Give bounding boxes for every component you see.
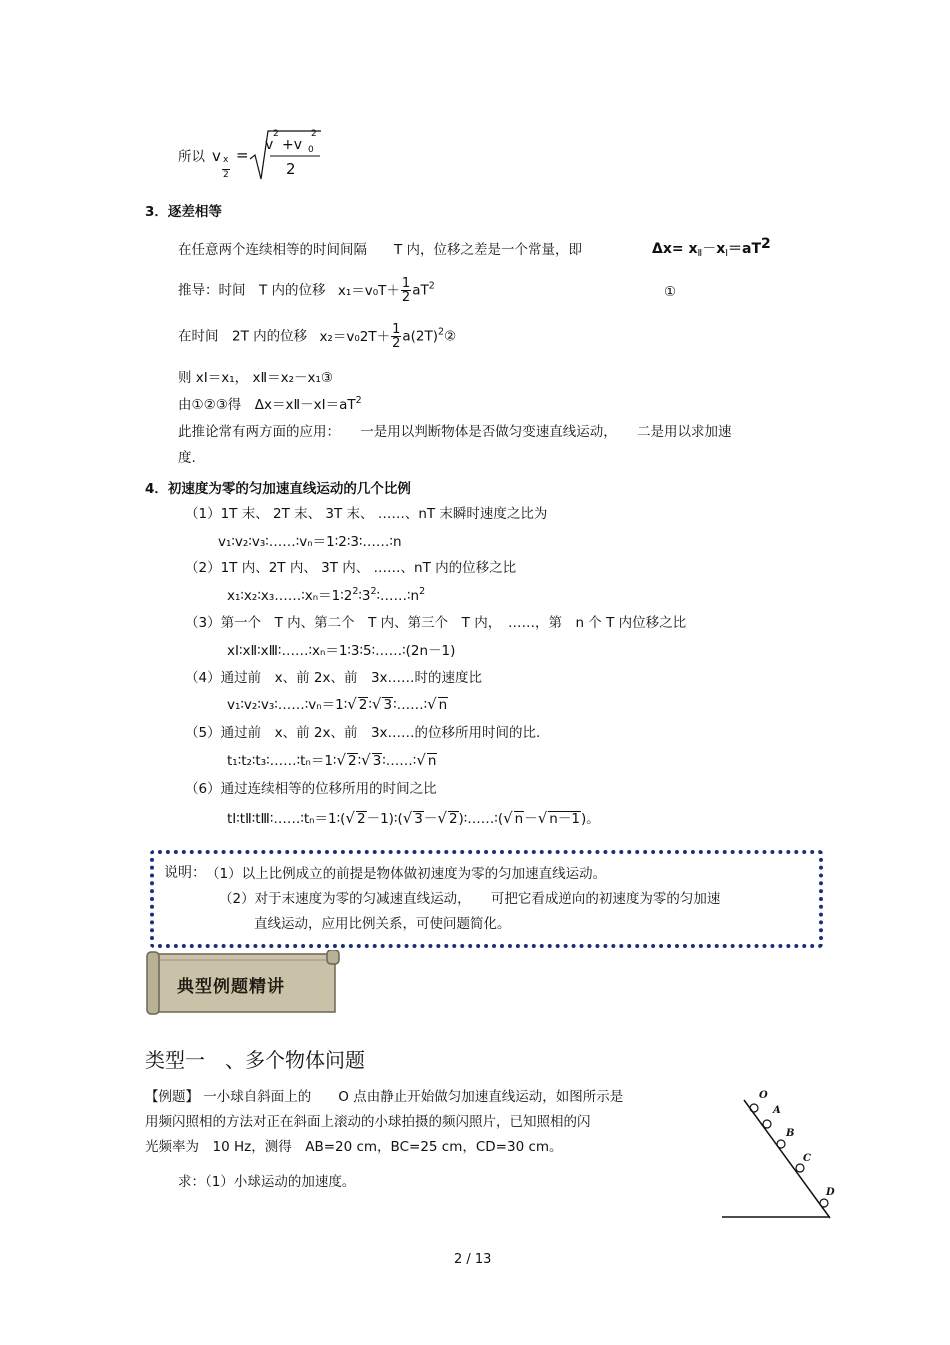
example-line3: 光频率为 10 Hz，测得 AB=20 cm，BC=25 cm，CD=30 cm。 — [145, 1139, 563, 1155]
section3-line5 — [178, 393, 362, 413]
f6-p5: )。 — [580, 811, 600, 827]
f5-r2: 3 — [372, 753, 382, 769]
note-line2: （2）对于末速度为零的匀减速直线运动， 可把它看成逆向的初速度为零的匀加速 — [219, 891, 721, 907]
banner-text: 典型例题精讲 — [177, 977, 285, 997]
f6-p1: －1)∶( — [366, 811, 403, 827]
f6-p2: － — [423, 811, 438, 827]
delta-x: Δx — [652, 241, 672, 257]
f2-e3: 2 — [419, 586, 426, 597]
f6-p3: )∶……∶( — [458, 811, 504, 827]
figure-label-b: B — [786, 1128, 795, 1139]
example-line2: 用频闪照相的方法对正在斜面上滚动的小球拍摄的频闪照片，已知照相的闪 — [145, 1114, 591, 1130]
section3-line7: 度. — [178, 450, 196, 466]
line2-label: 推导：时间 T 内的位移 — [178, 282, 326, 299]
note-line1: （1）以上比例成立的前提是物体做初速度为零的匀加速直线运动。 — [206, 866, 607, 882]
f2-e1: 2 — [352, 586, 359, 597]
example-question: 求：（1）小球运动的加速度。 — [178, 1174, 356, 1190]
ratio-item-1-formula: v₁∶v₂∶v₃∶……∶vₙ＝1∶2∶3∶……∶n — [218, 534, 402, 550]
f6-pre: tⅠ∶tⅡ∶tⅢ∶……∶tₙ＝1∶( — [227, 811, 346, 827]
eq: = — [671, 241, 684, 257]
figure-label-c: C — [803, 1153, 811, 1164]
f6-r1: 2 — [356, 811, 366, 827]
page-number: 2 / 13 — [454, 1252, 492, 1267]
f4-r3: n — [438, 697, 448, 713]
f4-mid: ∶……∶ — [393, 697, 428, 713]
f5-pre: t₁∶t₂∶t₃∶……∶tₙ＝1∶ — [227, 753, 337, 769]
f5-r1: 2 — [348, 753, 357, 769]
f4-pre: v₁∶v₂∶v₃∶……∶vₙ＝1∶ — [227, 697, 348, 713]
exp: 2 — [761, 236, 771, 252]
f5-r3: n — [427, 753, 437, 769]
ratio-item-2-formula — [227, 584, 425, 604]
ratio-item-6-formula: tⅠ∶tⅡ∶tⅢ∶……∶tₙ＝1∶(√ 2－1)∶(√ 3－√ 2)∶……∶(√ n－√ n－1)。 — [227, 809, 600, 827]
ratio-item-4-label: （4）通过前 x、前 2x、前 3x……时的速度比 — [185, 670, 483, 686]
note-line3: 直线运动，应用比例关系，可使问题简化。 — [254, 916, 511, 932]
formula-num-plus: +v — [282, 137, 303, 153]
line2-fraction — [401, 277, 411, 304]
frac-num: 1 — [401, 276, 411, 291]
section3-line2 — [178, 277, 435, 304]
f6-r3: 2 — [448, 811, 458, 827]
line3-x2: x₂＝v₀2T＋ — [319, 328, 391, 345]
sub-i: Ⅰ — [725, 248, 729, 259]
line5-exp: 2 — [355, 395, 362, 406]
line2-x1: x₁＝v₀T＋ — [337, 282, 400, 299]
ratio-item-5-label: （5）通过前 x、前 2x、前 3x……的位移所用时间的比. — [185, 725, 541, 741]
rhs: ＝aT — [728, 241, 762, 257]
ratio-item-2-label: （2）1T 内、2T 内、 3T 内、 ……、nT 内的位移之比 — [185, 560, 517, 576]
x2: x — [688, 241, 698, 257]
ratio-item-3-formula: xⅠ∶xⅡ∶xⅢ∶……∶xₙ＝1∶3∶5∶……∶(2n－1) — [227, 643, 456, 659]
formula-v: v — [212, 147, 221, 165]
f6-r5: n－1 — [549, 811, 580, 827]
f2-mid: ∶3 — [358, 588, 371, 604]
formula-num-0: 0 — [308, 145, 314, 155]
formula-sub-2: 2 — [223, 170, 229, 180]
f4-r2: 3 — [383, 697, 393, 713]
minus: － — [702, 241, 717, 257]
example-line1: 【例题】 一小球自斜面上的 O 点由静止开始做匀加速直线运动，如图所示是 — [145, 1089, 624, 1105]
ratio-item-6-label: （6）通过连续相等的位移所用的时间之比 — [185, 781, 437, 797]
section3-line1-formula — [652, 236, 771, 259]
f6-p4: － — [524, 811, 538, 827]
section3-line1 — [178, 238, 582, 258]
line3-label: 在时间 2T 内的位移 — [178, 328, 308, 345]
ratio-item-5-formula: t₁∶t₂∶t₃∶……∶tₙ＝1∶√ 2∶√ 3∶……∶√ n — [227, 751, 437, 769]
f5-mid: ∶……∶ — [382, 753, 417, 769]
f6-r2: 3 — [414, 811, 423, 827]
formula-num-exp2: 2 — [311, 129, 317, 139]
figure-label-a: A — [773, 1105, 781, 1116]
formula-num-exp: 2 — [273, 129, 279, 139]
section3-line1-text: 在任意两个连续相等的时间间隔 T 内，位移之差是一个常量，即 — [178, 242, 583, 258]
section3-line3 — [178, 323, 456, 350]
section3-line6: 此推论常有两方面的应用： 一是用以判断物体是否做匀变速直线运动， 二是用以求加速 — [178, 424, 732, 440]
line3-exp: 2 — [438, 326, 445, 338]
sub-ii: Ⅱ — [697, 248, 703, 259]
frac-den: 2 — [392, 336, 401, 351]
formula-prefix: 所以 — [178, 149, 205, 165]
note-label: 说明： — [164, 865, 206, 881]
f6-r4: n — [514, 811, 524, 827]
ratio-item-3-label: （3）第一个 T 内、第二个 T 内、第三个 T 内， ……，第 n 个 T 内位移之比 — [185, 615, 687, 631]
line3-fraction — [391, 323, 401, 350]
figure-label-o: O — [759, 1090, 768, 1101]
f2-mid2: ∶……∶n — [376, 588, 420, 604]
circle-1: ① — [664, 284, 677, 300]
frac-den: 2 — [401, 290, 411, 305]
formula-num-v: v — [265, 137, 274, 153]
formula-sub-x: x — [223, 155, 229, 165]
line5-text: 由①②③得 Δx＝xⅡ－xⅠ＝aT — [178, 397, 356, 413]
line3-tail: a(2T) — [402, 328, 439, 345]
x1: x — [716, 241, 726, 257]
f4-r1: 2 — [358, 697, 368, 713]
section4-title: 4．初速度为零的匀加速直线运动的几个比例 — [145, 481, 411, 497]
section3-line4: 则 xⅠ＝x₁， xⅡ＝x₂－x₁③ — [178, 370, 333, 386]
section3-title: 3．逐差相等 — [145, 204, 222, 220]
figure-label-d: D — [826, 1187, 835, 1198]
circle-2: ② — [444, 328, 457, 345]
frac-num: 1 — [392, 322, 401, 337]
f2-pre: x₁∶x₂∶x₃……∶xₙ＝1∶2 — [227, 588, 353, 604]
ratio-item-4-formula: v₁∶v₂∶v₃∶……∶vₙ＝1∶√ 2∶√ 3∶……∶√ n — [227, 695, 448, 713]
type1-heading: 类型一 、多个物体问题 — [145, 1048, 365, 1072]
ratio-item-1-label: （1）1T 末、 2T 末、 3T 末、 ……、nT 末瞬时速度之比为 — [185, 506, 548, 522]
f2-e2: 2 — [370, 586, 377, 597]
line2-exp: 2 — [428, 280, 435, 292]
line2-tail: aT — [412, 282, 429, 299]
formula-equals: = — [236, 146, 249, 164]
formula-den: 2 — [286, 160, 296, 178]
